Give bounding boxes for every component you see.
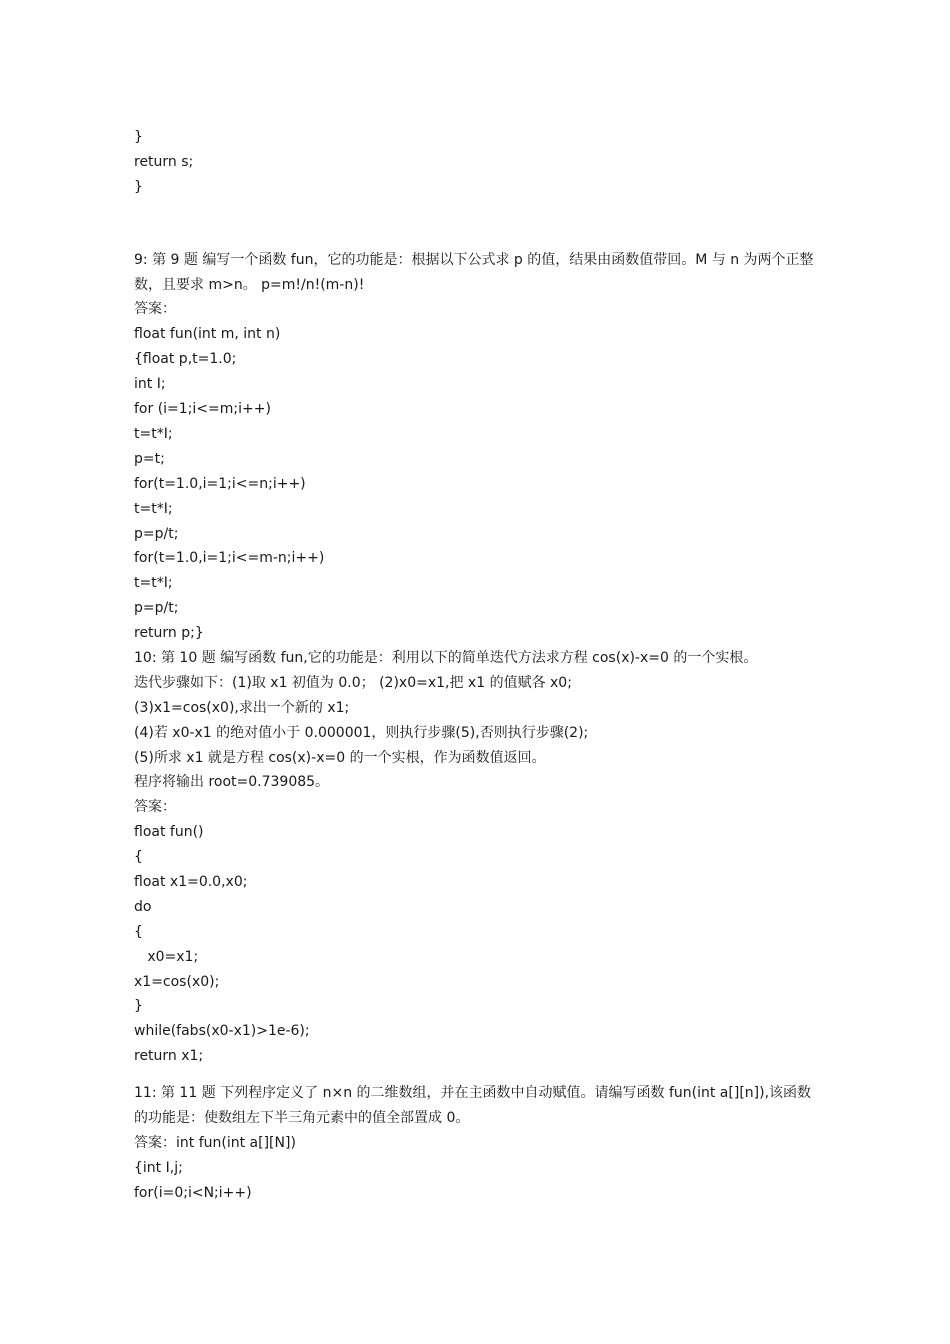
code-line: int I; [134, 376, 166, 393]
code-line: {float p,t=1.0; [134, 351, 237, 368]
code-line: x0=x1; [134, 948, 199, 965]
code-line: for(t=1.0,i=1;i<=m-n;i++) [134, 550, 325, 567]
question-10-line: 迭代步骤如下：(1)取 x1 初值为 0.0； (2)x0=x1,把 x1 的值赋各 x0; [134, 674, 572, 691]
code-line: p=t; [134, 450, 165, 467]
code-line: } [134, 129, 143, 145]
code-line: t=t*I; [134, 575, 173, 592]
question-10-line: (5)所求 x1 就是方程 cos(x)-x=0 的一个实根，作为函数值返回。 [134, 749, 546, 766]
code-line: while(fabs(x0-x1)>1e-6); [134, 1023, 310, 1040]
code-line: { [134, 923, 143, 940]
question-11 [134, 1081, 814, 1205]
answer-label: 答案： [134, 799, 176, 816]
question-10-line: (4)若 x0-x1 的绝对值小于 0.000001，则执行步骤(5),否则执行步骤(2); [134, 724, 589, 741]
code-line: p=p/t; [134, 525, 179, 542]
code-line: return x1; [134, 1048, 204, 1065]
code-line: for(t=1.0,i=1;i<=n;i++) [134, 475, 306, 492]
code-line: float x1=0.0,x0; [134, 873, 248, 890]
question-10-line: 10: 第 10 题 编写函数 fun,它的功能是：利用以下的简单迭代方法求方程 cos(x)-x=0 的一个实根。 [134, 649, 758, 666]
code-line: float fun(int m, int n) [134, 326, 281, 343]
code-line: float fun() [134, 824, 204, 841]
code-line: for(i=0;i<N;i++) [134, 1184, 252, 1201]
code-line: x1=cos(x0); [134, 973, 220, 990]
code-line: p=p/t; [134, 600, 179, 617]
code-line: return s; [134, 153, 194, 170]
code-line: { [134, 849, 143, 866]
code-line: for (i=1;i<=m;i++) [134, 401, 271, 418]
code-line: t=t*I; [134, 500, 173, 517]
code-block-top [134, 125, 814, 200]
code-line: {int I,j; [134, 1159, 183, 1176]
code-line: return p;} [134, 625, 204, 642]
code-line: t=t*I; [134, 425, 173, 442]
question-10-line: 程序将输出 root=0.739085。 [134, 774, 330, 791]
answer-label: 答案： [134, 301, 176, 318]
code-line: do [134, 898, 152, 915]
question-10-line: (3)x1=cos(x0),求出一个新的 x1; [134, 699, 350, 716]
question-9-text: 9: 第 9 题 编写一个函数 fun，它的功能是：根据以下公式求 p 的值，结果由函数值带回。M 与 n 为两个正整数，且要求 m>n。 p=m!/n!(m-n)! [134, 251, 814, 293]
question-9 [134, 248, 814, 646]
code-line: 答案：int fun(int a[][N]) [134, 1134, 296, 1151]
question-10 [134, 646, 814, 1069]
question-11-text: 11: 第 11 题 下列程序定义了 n×n 的二维数组，并在主函数中自动赋值。请编写函数 fun(int a[][n]),该函数的功能是：使数组左下半三角元素中的值全部置成 0。 [134, 1085, 812, 1126]
code-line: } [134, 178, 143, 195]
code-line: } [134, 998, 143, 1015]
document-page [134, 125, 814, 1206]
